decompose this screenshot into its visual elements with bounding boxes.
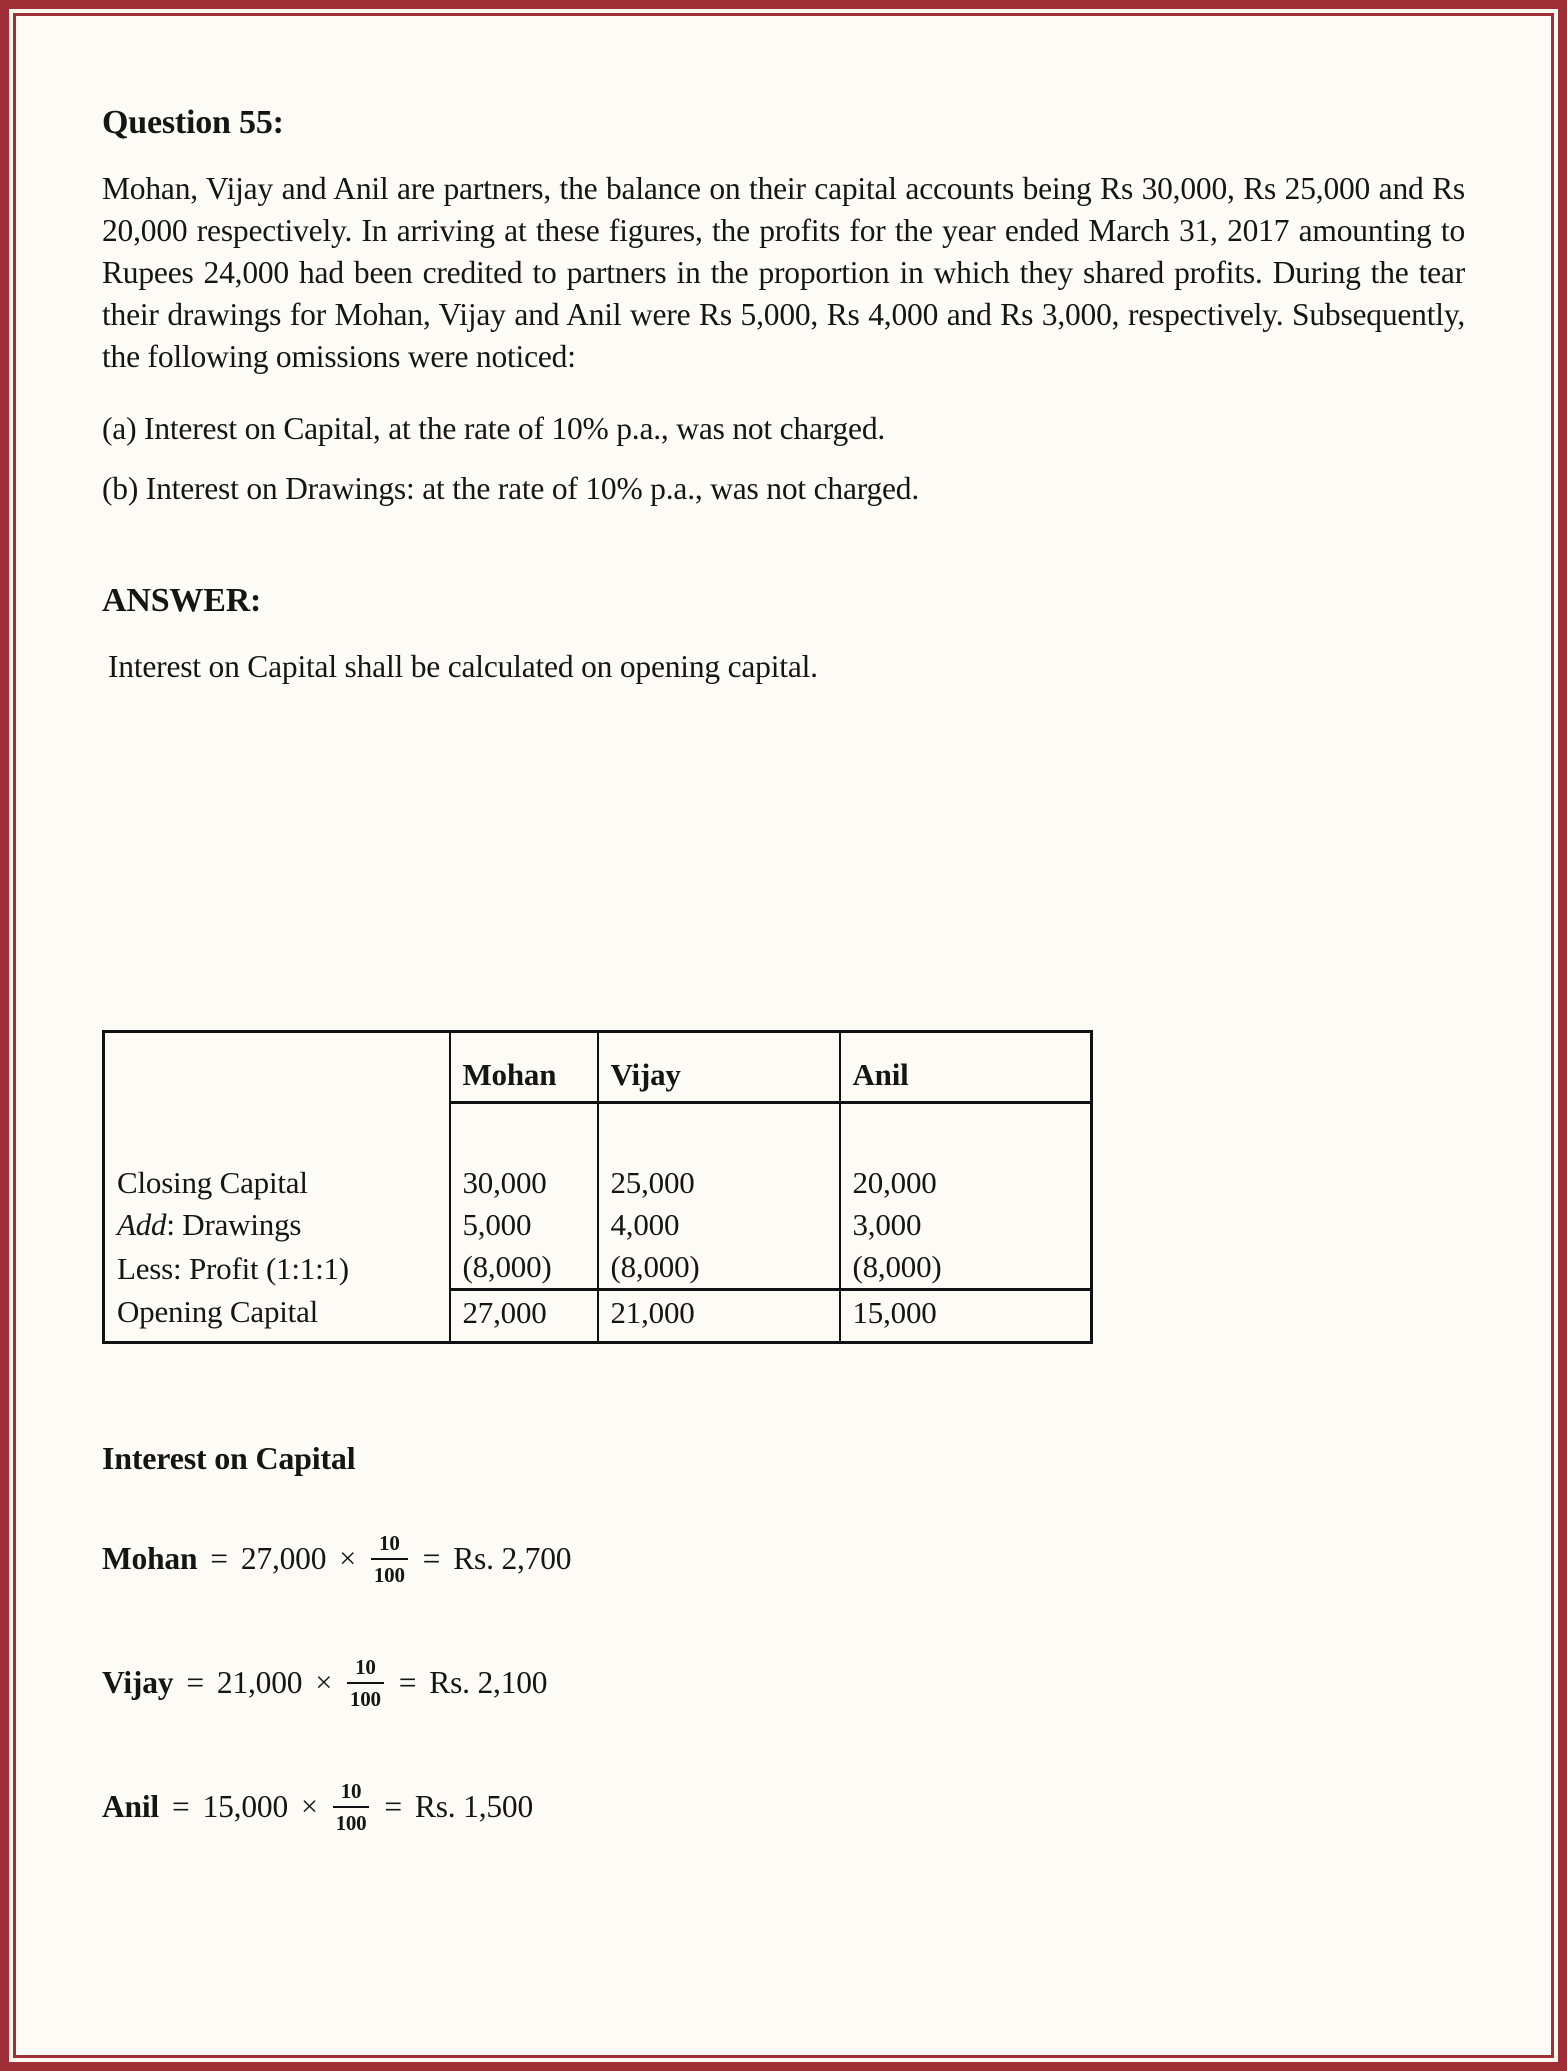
interest-result: Rs. 1,500 xyxy=(414,1789,534,1824)
row-label: Less: Profit (1:1:1) xyxy=(117,1250,349,1286)
partner-name: Anil xyxy=(102,1789,159,1824)
cell-anil: (8,000) xyxy=(840,1246,1092,1290)
question-heading: Question 55: xyxy=(102,104,284,141)
equals-sign: = xyxy=(384,1789,402,1824)
row-label: Closing Capital xyxy=(117,1165,308,1200)
partner-name: Mohan xyxy=(102,1541,198,1576)
table-row-less-profit xyxy=(104,1246,1092,1290)
fraction-denominator: 100 xyxy=(349,1687,381,1711)
cell-vijay: (8,000) xyxy=(598,1246,840,1290)
cell-vijay: 4,000 xyxy=(598,1204,840,1246)
capital-amount: 21,000 xyxy=(216,1665,303,1700)
row-label: Add: Drawings xyxy=(117,1207,302,1242)
table-spacer-row xyxy=(104,1103,1092,1163)
equals-sign: = xyxy=(398,1665,417,1700)
document-content-area xyxy=(13,13,1554,2058)
fraction-numerator: 10 xyxy=(371,1531,408,1560)
fraction-denominator: 100 xyxy=(373,1563,405,1587)
equals-sign: = xyxy=(210,1541,228,1576)
row-label: Opening Capital xyxy=(117,1293,319,1329)
interest-formula-anil xyxy=(102,1765,1465,1849)
cell-anil: 3,000 xyxy=(840,1204,1092,1246)
interest-formula-vijay xyxy=(102,1641,1465,1725)
table-row-opening-capital xyxy=(104,1290,1092,1343)
question-paragraph: Mohan, Vijay and Anil are partners, the balance on their capital accounts being Rs 30,000, Rs 25,000 and Rs 20,000 respectively. In arriving at these figures, the profits for the year ended March 31, 2017 amounting to Rupees 24,000 had been credited to partners in the proportion in which they shared profits. During the tear their drawings for Mohan, Vijay and Anil were Rs 5,000, Rs 4,000 and Rs 3,000, respectively. Subsequently, the following omissions were noticed: xyxy=(102,171,1465,374)
interest-formula-mohan xyxy=(102,1517,1465,1601)
column-header-mohan: Mohan xyxy=(450,1032,598,1103)
cell-mohan: (8,000) xyxy=(450,1246,598,1290)
table-row-closing-capital xyxy=(104,1162,1092,1204)
question-item-b: (b) Interest on Drawings: at the rate of 10% p.a., was not charged. xyxy=(102,471,919,506)
answer-intro: Interest on Capital shall be calculated on opening capital. xyxy=(108,649,818,684)
table-row-add-drawings xyxy=(104,1204,1092,1246)
cell-mohan: 30,000 xyxy=(450,1162,598,1204)
interest-on-capital-heading: Interest on Capital xyxy=(102,1440,356,1476)
table-header-row xyxy=(104,1032,1092,1103)
interest-result: Rs. 2,100 xyxy=(429,1665,548,1700)
rate-fraction xyxy=(333,1779,370,1835)
interest-result: Rs. 2,700 xyxy=(453,1541,572,1576)
multiplication-sign: × xyxy=(301,1790,318,1823)
cell-vijay: 21,000 xyxy=(598,1290,840,1343)
rate-fraction xyxy=(347,1655,384,1711)
equals-sign: = xyxy=(422,1541,441,1576)
multiplication-sign: × xyxy=(315,1666,333,1699)
fraction-numerator: 10 xyxy=(333,1779,370,1808)
opening-capital-table xyxy=(102,1030,1093,1344)
partner-name: Vijay xyxy=(102,1665,174,1700)
fraction-denominator: 100 xyxy=(335,1811,367,1835)
cell-anil: 20,000 xyxy=(840,1162,1092,1204)
answer-heading: ANSWER: xyxy=(102,582,262,619)
cell-mohan: 5,000 xyxy=(450,1204,598,1246)
column-header-anil: Anil xyxy=(840,1032,1092,1103)
equals-sign: = xyxy=(186,1665,204,1700)
rate-fraction xyxy=(371,1531,408,1587)
capital-amount: 27,000 xyxy=(240,1541,327,1576)
fraction-numerator: 10 xyxy=(347,1655,384,1684)
column-header-vijay: Vijay xyxy=(598,1032,840,1103)
cell-mohan: 27,000 xyxy=(450,1290,598,1343)
multiplication-sign: × xyxy=(339,1542,357,1575)
cell-vijay: 25,000 xyxy=(598,1162,840,1204)
capital-amount: 15,000 xyxy=(202,1789,288,1824)
equals-sign: = xyxy=(171,1789,190,1824)
table-corner-cell xyxy=(104,1032,450,1103)
question-item-a: (a) Interest on Capital, at the rate of 10% p.a., was not charged. xyxy=(102,411,886,446)
cell-anil: 15,000 xyxy=(840,1290,1092,1343)
